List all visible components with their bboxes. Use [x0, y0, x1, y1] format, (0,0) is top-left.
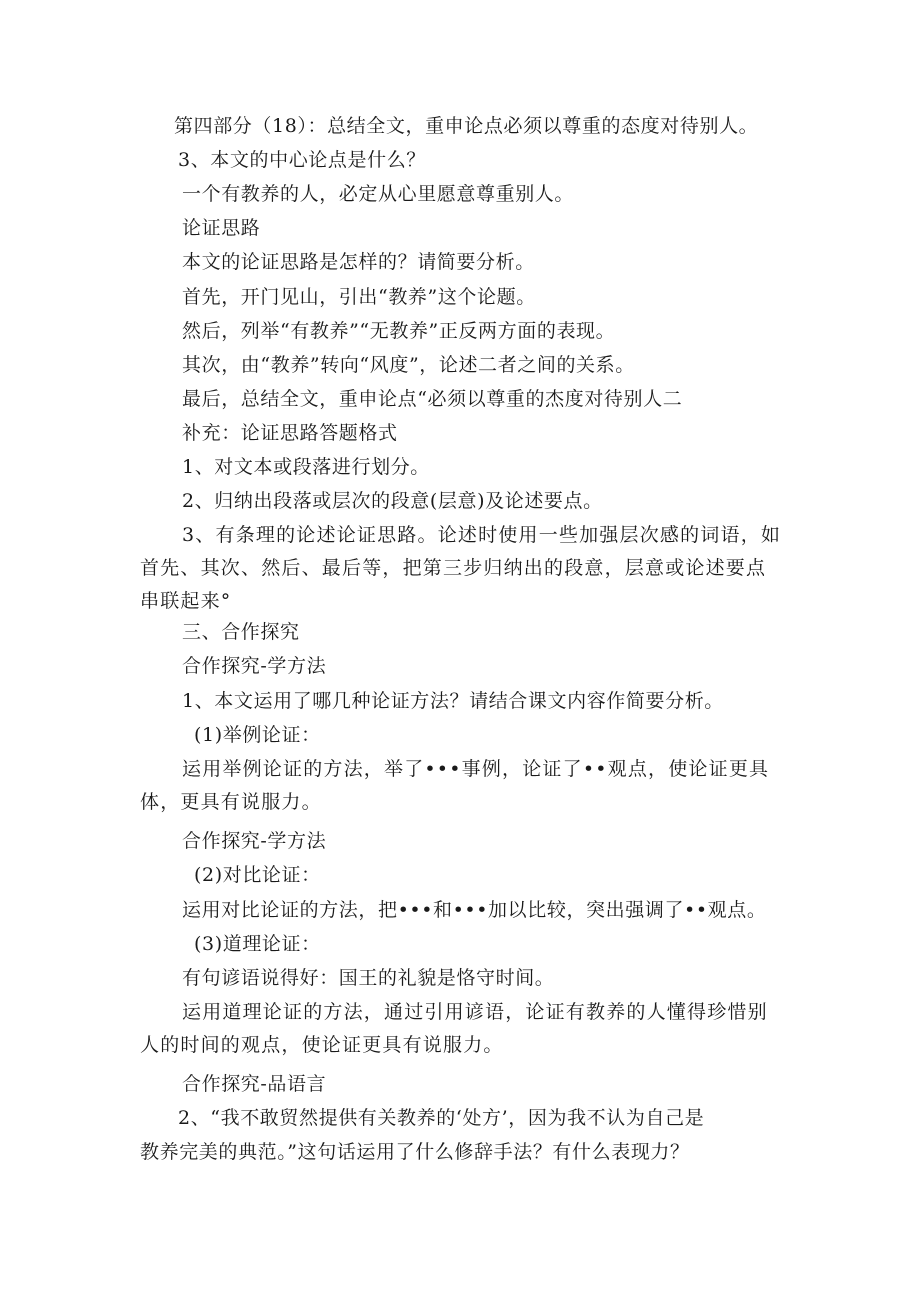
section-heading-argument-logic: 论证思路: [182, 217, 261, 239]
section-heading-cooperative-inquiry: 三、合作探究: [182, 621, 300, 643]
question-2-rhetoric-line-1: 2、“我不敢贸然提供有关教养的‘处方’，因为我不认为自己是: [178, 1107, 705, 1129]
answer-central-thesis: 一个有教养的人，必定从心里愿意尊重别人。: [182, 183, 575, 205]
reasoning-argument-explanation: 运用道理论证的方法，通过引用谚语，论证有教养的人懂得珍惜别人的时间的观点，使论证更具有说服力。: [140, 1001, 768, 1056]
supplement-heading: 补充：论证思路答题格式: [182, 422, 398, 444]
format-item-1: 1、对文本或段落进行划分。: [182, 456, 430, 478]
format-item-2: 2、归纳出段落或层次的段意(层意)及论述要点。: [182, 490, 603, 512]
subheading-appreciate-language: 合作探究-品语言: [182, 1073, 327, 1095]
summary-part-four: 第四部分（18）：总结全文，重申论点必须以尊重的态度对待别人。: [174, 115, 759, 137]
method-example-argument: (1)举例论证：: [194, 724, 321, 746]
step-next: 其次，由“教养”转向“风度”，论述二者之间的关系。: [182, 354, 635, 376]
method-contrast-argument: (2)对比论证：: [194, 864, 321, 886]
step-first: 首先，开门见山，引出“教养”这个论题。: [182, 286, 536, 308]
question-3-central-thesis: 3、本文的中心论点是什么？: [178, 149, 426, 171]
method-reasoning-argument: (3)道理论证：: [194, 933, 321, 955]
format-item-3-paragraph: 3、有条理的论述论证思路。论述时使用一些加强层次感的词语，如首先、其次、然后、最后等，把第三步归纳出的段意，层意或论述要点串联起来°: [140, 524, 782, 612]
subheading-learn-methods-1: 合作探究-学方法: [182, 655, 327, 677]
question-argument-logic: 本文的论证思路是怎样的？请简要分析。: [182, 251, 535, 273]
step-finally: 最后，总结全文，重申论点“必须以尊重的杰度对待别人二: [182, 388, 683, 410]
proverb-quote: 有句谚语说得好：国王的礼貌是恪守时间。: [182, 967, 555, 989]
subheading-learn-methods-2: 合作探究-学方法: [182, 830, 327, 852]
step-then: 然后，列举“有教养”“无教养”正反两方面的表现。: [182, 320, 616, 342]
question-2-rhetoric-line-2: 教养完美的典范。”这句话运用了什么修辞手法？有什么表现力？: [140, 1141, 690, 1163]
contrast-argument-explanation: 运用对比论证的方法，把•••和•••加以比较，突出强调了••观点。: [182, 899, 767, 921]
question-1-argument-methods: 1、本文运用了哪几种论证方法？请结合课文内容作简要分析。: [182, 690, 724, 712]
example-argument-explanation: 运用举例论证的方法，举了•••事例，论证了••观点，使论证更具体，更具有说服力。: [140, 758, 770, 813]
